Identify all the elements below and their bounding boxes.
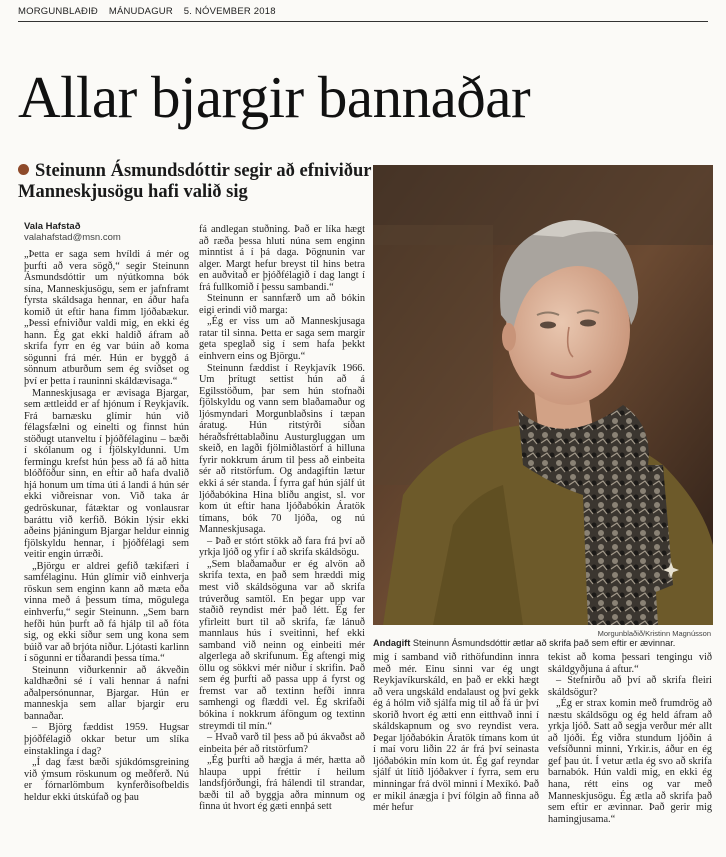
paragraph: – Stefnirðu að því að skrifa fleiri skáldsögur? <box>548 675 712 698</box>
masthead-rule <box>18 21 708 22</box>
portrait-photo <box>373 165 713 625</box>
paragraph: „Ég þurfti að hægja á mér, hætta að hlaupa uppi fréttir í heilum landsfjórðungi, frá hálendi til strandar, bæði til að byggja aðra minnum og finna út hvort ég gæti ennþá sett <box>199 755 365 813</box>
masthead-day: MÁNUDAGUR <box>108 6 173 17</box>
paragraph: „Ég er strax komin með frumdrög að næstu skáldsögu og ég held áfram að yrkja ljóð. Satt að segja verður mér allt að ljóði. Ég viðra stundum ljóðin á vefsíðunni minni, Yrkir.is, áður en ég gef þau út. Í vetur ætla ég svo að skrifa barnabók. Hún valdi mig, en ekki ég hana, rétt eins og var með Manneskjusögu. Ég ætla að skrifa það sem eftir er ævinnar. Það gerir mig hamingjusama.“ <box>548 698 712 825</box>
paragraph: Manneskjusaga er ævisaga Bjargar, sem ættleidd er af hjónum í Reykjavík. Frá barnæsku glímir hún við félagsfælni og einelti og finnst hún stöðugt utanveltu í þjóðfélaginu – bæði í skólanum og í fjölskyldunni. Um fermingu krefst hún þess að fá að hitta blóðföður sinn, en eftir að hafa dvalið hjá honum um tíma úti á landi á hún sér ekki viðreisnar von. Við taka ár gedröskunar, fátæktar og vonlausrar baráttu við kerfið. Bókin lýsir ekki aðeins þjáningum Bjargar heldur einnig fjölskyldu hennar, í þjóðfélagi sem veitir engin úrræði. <box>24 387 189 561</box>
paragraph: – Björg fæddist 1959. Hugsar þjóðfélagið okkar betur um slíka einstaklinga í dag? <box>24 722 189 757</box>
byline-email: valahafstad@msn.com <box>24 232 121 243</box>
paragraph: Steinunn viðurkennir að ákveðin kaldhæðni sé í vali hennar á nafni aðalpersónunnar, Bjargar. Hún er manneskja sem allar bjargir eru bannaðar. <box>24 664 189 722</box>
paragraph: „Sem blaðamaður er ég alvön að skrifa texta, en það sem hræddi mig mest við skáldsöguna var að skrifa trúverðug samtöl. En þegar upp var staðið reyndist mér það létt. Ég fer yfirleitt burt til að skrifa, fæ lánuð mannlaus hús í sveitinni, hef ekki samband við neinn og einbeiti mér algerlega að skrifunum. Ég aftengi mig öllu og sökkvi mér niður í skrifin. Það sem ég þurfti að passa upp á fyrst og fremst var að textinn hefði innra samhengi og flæddi vel. Ég skrifaði bókina í nokkrum áföngum og textinn streymdi til mín.“ <box>199 558 365 732</box>
article-column-3 <box>373 652 539 852</box>
article-column-2 <box>199 224 365 850</box>
headline: Allar bjargir bannaðar <box>18 64 531 130</box>
subheadline <box>18 161 378 203</box>
paragraph: „Ég er viss um að Manneskjusaga ratar til sinna. Þetta er saga sem margir geta speglað sig í sem hafa þekkt einhvern eins og Björgu.“ <box>199 316 365 363</box>
masthead <box>18 6 708 22</box>
subheadline-text: Steinunn Ásmundsdóttir segir að efniviður Manneskjusögu hafi valið sig <box>18 161 372 202</box>
bullet-icon <box>18 164 29 175</box>
photo-caption <box>373 638 718 649</box>
paragraph: „Þetta er saga sem hvíldi á mér og þurfti að vera sögð,“ segir Steinunn Ásmundsdóttir um nýútkomna bók sína, Manneskjusögu, sem er jafnframt fyrsta skáldsaga hennar, en áður hafa komið út eftir hana fimm ljóðabækur. „Þessi efniviður valdi mig, en ekki ég hann. Ég gat ekki haldið áfram að skrifa fyrr en ég var búin að koma sögunni frá mér. Hún er byggð á sönnum atburðum sem ég sviðset og því er þetta í rauninni skáldævisaga.“ <box>24 249 189 388</box>
masthead-date: 5. NÓVEMBER 2018 <box>183 6 276 17</box>
photo-credit: Morgunblaðið/Kristinn Magnússon <box>597 629 711 638</box>
paragraph: Steinunn er sannfærð um að bókin eigi erindi við marga: <box>199 293 365 316</box>
byline-name: Vala Hafstað <box>24 221 81 232</box>
portrait-illustration <box>373 165 713 625</box>
article-column-1 <box>24 249 189 849</box>
article-column-4 <box>548 652 712 852</box>
paragraph: tekist að koma þessari tengingu við skáldgyðjuna á aftur.“ <box>548 652 712 675</box>
caption-lead: Andagift <box>373 638 411 648</box>
masthead-paper: MORGUNBLAÐIÐ <box>18 6 98 17</box>
paragraph: Steinunn fæddist í Reykjavík 1966. Um þrítugt settist hún að á Egilsstöðum, þar sem hún stofnaði fjölskyldu og vann sem blaðamaður og ljósmyndari Morgunblaðsins í tæpan áratug. Hún ritstýrði síðan héraðsfréttablaðinu Austurgluggan um skeið, en lagði fjölmiðlastörf á hilluna fyrir nokkrum árum til þess að einbeita sér að ritstörfum. Og andagiftin lætur ekki á sér standa. Í fyrra gaf hún sjálf út ljóðabókina Hina blíðu angist, sl. vor kom út eftir hana ljóðabókin Áratök tímans, bók 70 ljóða, og nú Manneskjusaga. <box>199 362 365 536</box>
paragraph: – Hvað varð til þess að þú ákvaðst að einbeita þér að ritstörfum? <box>199 732 365 755</box>
paragraph: „Í dag fæst bæði sjúkdómsgreining við ýmsum röskunum og meðferð. Nú er fórnarlömbum kynferðisofbeldis heldur ekki útskúfað og þau <box>24 757 189 803</box>
caption-text: Steinunn Ásmundsdóttir ætlar að skrifa það sem eftir er ævinnar. <box>412 638 676 648</box>
paragraph: „Björgu er aldrei gefið tækifæri í samfélaginu. Hún glímir við einhverja röskun sem enginn kann að mæta eða vinna með á þessum tíma, mögulega einhverfu,“ segir Steinunn. „Sem barn hefði hún þurft að fá hjálp til að fóta sig, og ekki síður sem ung kona sem búið var að brjóta niður. Ljótasti karlinn í sögunni er tíðarandi þessa tíma.“ <box>24 560 189 665</box>
paragraph: fá andlegan stuðning. Það er líka hægt að ræða þessa hluti núna sem enginn minntist á í þá daga. Þögnunin var alger. Margt hefur breyst til hins betra en auðvitað er þjóðfélagið í dag langt í frá fullkomið í þessu sambandi.“ <box>199 224 365 293</box>
paragraph: mig í samband við rithöfundinn innra með mér. Einu sinni var ég ungt Reykjavíkurskáld, en það er ekki hægt að vera ungskáld endalaust og því gekk ég á hólm við sjálfa mig til að fá úr því skorið hvort ég ætti enn eitthvað inni í skáldskapnum og svo reyndist vera. Þegar ljóðabókin Áratök tímans kom út í maí voru liðin 22 ár frá því seinasta ljóðabókin mín kom út. Ég gaf reyndar sjálf út lítið ljóðakver í fyrra, sem eru minningar frá dvöl minni í Mexíkó. Það er mikil ánægja í því fólgin að finna að mér hefur <box>373 652 539 814</box>
paragraph: – Það er stórt stökk að fara frá því að yrkja ljóð og yfir í að skrifa skáldsögu. <box>199 535 365 559</box>
